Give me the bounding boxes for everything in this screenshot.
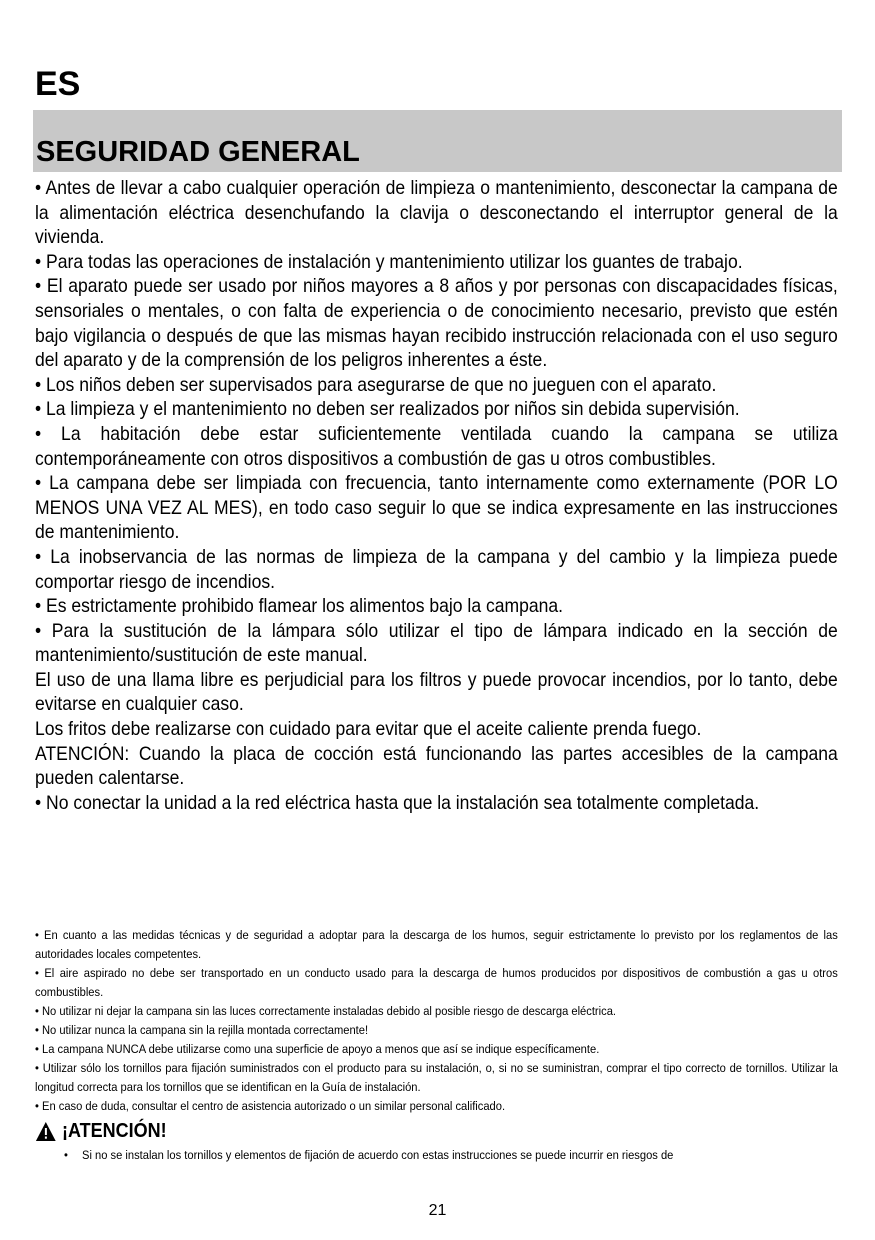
warning-triangle-icon	[35, 1121, 57, 1142]
small-paragraph: • El aire aspirado no debe ser transportado en un conducto usado para la descarga de humos producidos por dispositivos de combustión a gas u otros combustibles.	[35, 966, 838, 999]
small-paragraph: • La campana NUNCA debe utilizarse como una superficie de apoyo a menos que así se indique específicamente.	[35, 1042, 600, 1056]
attention-item-text: Si no se instalan los tornillos y elementos de fijación de acuerdo con estas instrucciones se puede incurrir en riesgos de	[82, 1148, 674, 1162]
small-paragraph: • En caso de duda, consultar el centro de asistencia autorizado o un similar personal calificado.	[35, 1099, 506, 1113]
small-paragraph: • No utilizar ni dejar la campana sin las luces correctamente instaladas debido al posible riesgo de descarga eléctrica.	[35, 1004, 617, 1018]
attention-title: ¡ATENCIÓN!	[62, 1120, 167, 1142]
paragraph: • La limpieza y el mantenimiento no deben ser realizados por niños sin debida supervisión.	[35, 398, 740, 421]
attention-bullet: •	[64, 1148, 68, 1162]
paragraph: • La inobservancia de las normas de limpieza de la campana y del cambio y la limpieza puede comportar riesgo de incendios.	[35, 545, 838, 593]
small-paragraph: • Utilizar sólo los tornillos para fijación suministrados con el producto para su instalación, o, si no se suministran, comprar el tipo correcto de tornillos. Utilizar la longitud correcta para los tornillos que se identifican en la Guía de instalación.	[35, 1061, 838, 1094]
paragraph: ATENCIÓN: Cuando la placa de cocción está funcionando las partes accesibles de la campana pueden calentarse.	[35, 742, 838, 790]
safety-instructions	[35, 176, 838, 815]
paragraph: • La campana debe ser limpiada con frecuencia, tanto internamente como externamente (POR LO MENOS UNA VEZ AL MES), en todo caso seguir lo que se indica expresamente en las instrucciones de mantenimiento.	[35, 472, 838, 544]
paragraph: • Antes de llevar a cabo cualquier operación de limpieza o mantenimiento, desconectar la campana de la alimentación eléctrica desenchufando la clavija o desconectando el interruptor general de la vivienda.	[35, 177, 838, 249]
paragraph: El uso de una llama libre es perjudicial para los filtros y puede provocar incendios, por lo tanto, debe evitarse en cualquier caso.	[35, 668, 838, 716]
paragraph: • La habitación debe estar suficientemente ventilada cuando la campana se utiliza contemporáneamente con otros dispositivos a combustión de gas u otros combustibles.	[35, 422, 838, 470]
attention-item	[64, 1146, 838, 1165]
paragraph: • No conectar la unidad a la red eléctrica hasta que la instalación sea totalmente completada.	[35, 791, 760, 814]
paragraph: Los fritos debe realizarse con cuidado para evitar que el aceite caliente prenda fuego.	[35, 718, 702, 741]
section-title: SEGURIDAD GENERAL	[36, 136, 360, 168]
language-code: ES	[35, 65, 81, 103]
section-banner	[33, 110, 842, 172]
paragraph: • Para la sustitución de la lámpara sólo utilizar el tipo de lámpara indicado en la sección de mantenimiento/sustitución de este manual.	[35, 619, 838, 667]
paragraph: • Es estrictamente prohibido flamear los alimentos bajo la campana.	[35, 595, 564, 618]
additional-instructions	[35, 926, 838, 1116]
paragraph: • Los niños deben ser supervisados para asegurarse de que no jueguen con el aparato.	[35, 373, 717, 396]
page-number: 21	[428, 1202, 447, 1219]
small-paragraph: • No utilizar nunca la campana sin la rejilla montada correctamente!	[35, 1023, 369, 1037]
paragraph: • Para todas las operaciones de instalación y mantenimiento utilizar los guantes de trabajo.	[35, 250, 743, 273]
paragraph: • El aparato puede ser usado por niños mayores a 8 años y por personas con discapacidades físicas, sensoriales o mentales, o con falta de experiencia o de conocimiento necesario, previsto que estén bajo vigilancia o después de que las mismas hayan recibido instrucción relacionada con el uso seguro del aparato y de la comprensión de los peligros inherentes a éste.	[35, 275, 838, 372]
small-paragraph: • En cuanto a las medidas técnicas y de seguridad a adoptar para la descarga de los humos, seguir estrictamente lo previsto por los reglamentos de las autoridades locales competentes.	[35, 928, 838, 961]
attention-heading	[35, 1119, 167, 1143]
